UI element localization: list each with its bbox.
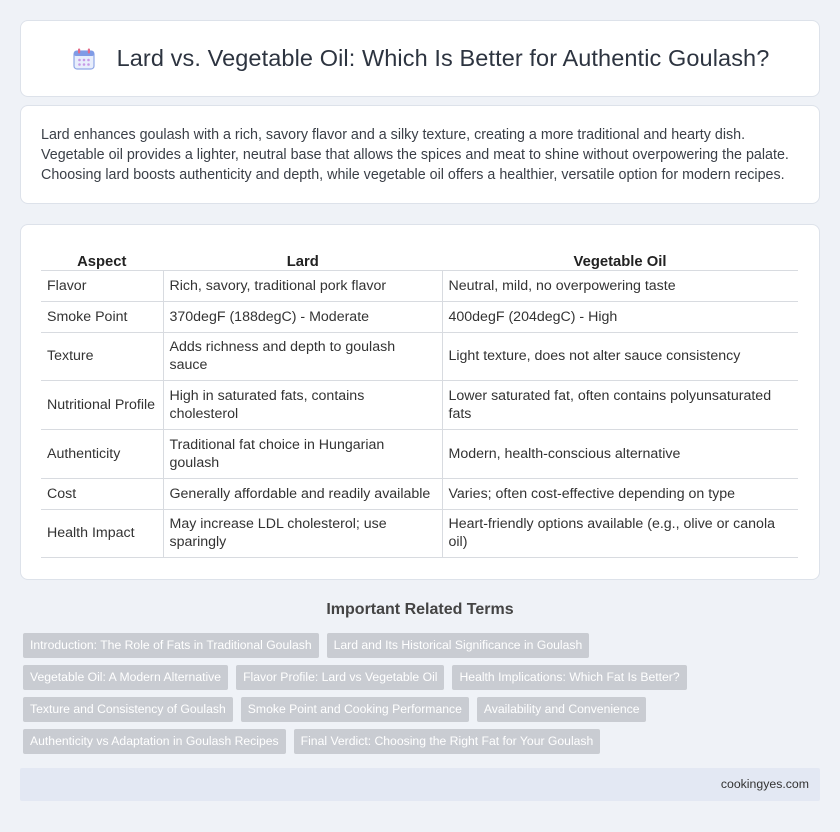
header-aspect: Aspect xyxy=(41,245,163,270)
row-vegetable-oil: Light texture, does not alter sauce consistency xyxy=(442,332,798,380)
related-term-tag[interactable]: Introduction: The Role of Fats in Traditional Goulash xyxy=(23,633,319,658)
intro-card xyxy=(20,105,820,204)
row-vegetable-oil: 400degF (204degC) - High xyxy=(442,301,798,332)
row-vegetable-oil: Modern, health-conscious alternative xyxy=(442,429,798,478)
footer xyxy=(20,768,820,801)
related-term-tag[interactable]: Smoke Point and Cooking Performance xyxy=(241,697,469,722)
related-term-tag[interactable]: Authenticity vs Adaptation in Goulash Recipes xyxy=(23,729,286,754)
row-lard: Traditional fat choice in Hungarian goulash xyxy=(163,429,442,478)
related-term-tag[interactable]: Health Implications: Which Fat Is Better? xyxy=(452,665,686,690)
related-terms-title: Important Related Terms xyxy=(326,601,514,618)
related-term-tag[interactable]: Texture and Consistency of Goulash xyxy=(23,697,233,722)
row-vegetable-oil: Varies; often cost-effective depending on type xyxy=(442,478,798,509)
row-lard: Generally affordable and readily available xyxy=(163,478,442,509)
related-term-tag[interactable]: Flavor Profile: Lard vs Vegetable Oil xyxy=(236,665,444,690)
row-aspect: Authenticity xyxy=(41,429,163,478)
row-vegetable-oil: Heart-friendly options available (e.g., olive or canola oil) xyxy=(442,509,798,557)
header-card xyxy=(20,20,820,97)
intro-paragraph: Lard enhances goulash with a rich, savory flavor and a silky texture, creating a more traditional and hearty dish. Vegetable oil provides a lighter, neutral base that allows the spices and meat to shine without overpowering the palate. Choosing lard boosts authenticity and depth, while vegetable oil offers a healthier, versatile option for modern recipes. xyxy=(41,127,789,183)
row-lard: May increase LDL cholesterol; use sparingly xyxy=(163,509,442,557)
row-aspect: Texture xyxy=(41,332,163,380)
table-row xyxy=(41,301,798,332)
related-term-tag[interactable]: Availability and Convenience xyxy=(477,697,647,722)
page-title: Lard vs. Vegetable Oil: Which Is Better for Authentic Goulash? xyxy=(116,45,770,71)
table-row xyxy=(41,332,798,380)
row-aspect: Flavor xyxy=(41,270,163,301)
row-lard: Adds richness and depth to goulash sauce xyxy=(163,332,442,380)
related-term-tag[interactable]: Lard and Its Historical Significance in Goulash xyxy=(327,633,590,658)
row-vegetable-oil: Neutral, mild, no overpowering taste xyxy=(442,270,798,301)
table-row xyxy=(41,270,798,301)
row-aspect: Cost xyxy=(41,478,163,509)
comparison-card xyxy=(20,224,820,580)
row-lard: Rich, savory, traditional pork flavor xyxy=(163,270,442,301)
table-row xyxy=(41,509,798,557)
table-header-row xyxy=(41,245,798,270)
row-lard: 370degF (188degC) - Moderate xyxy=(163,301,442,332)
header-vegetable-oil: Vegetable Oil xyxy=(442,245,798,270)
calendar-icon xyxy=(71,46,97,72)
table-row xyxy=(41,478,798,509)
related-term-tag[interactable]: Vegetable Oil: A Modern Alternative xyxy=(23,665,228,690)
table-row xyxy=(41,380,798,429)
row-aspect: Smoke Point xyxy=(41,301,163,332)
row-aspect: Nutritional Profile xyxy=(41,380,163,429)
row-lard: High in saturated fats, contains cholesterol xyxy=(163,380,442,429)
row-vegetable-oil: Lower saturated fat, often contains polyunsaturated fats xyxy=(442,380,798,429)
header-lard: Lard xyxy=(163,245,442,270)
comparison-table xyxy=(41,245,798,558)
related-term-tag[interactable]: Final Verdict: Choosing the Right Fat for Your Goulash xyxy=(294,729,601,754)
related-terms-list xyxy=(23,633,803,761)
table-row xyxy=(41,429,798,478)
row-aspect: Health Impact xyxy=(41,509,163,557)
footer-site-link[interactable]: cookingyes.com xyxy=(720,777,809,791)
